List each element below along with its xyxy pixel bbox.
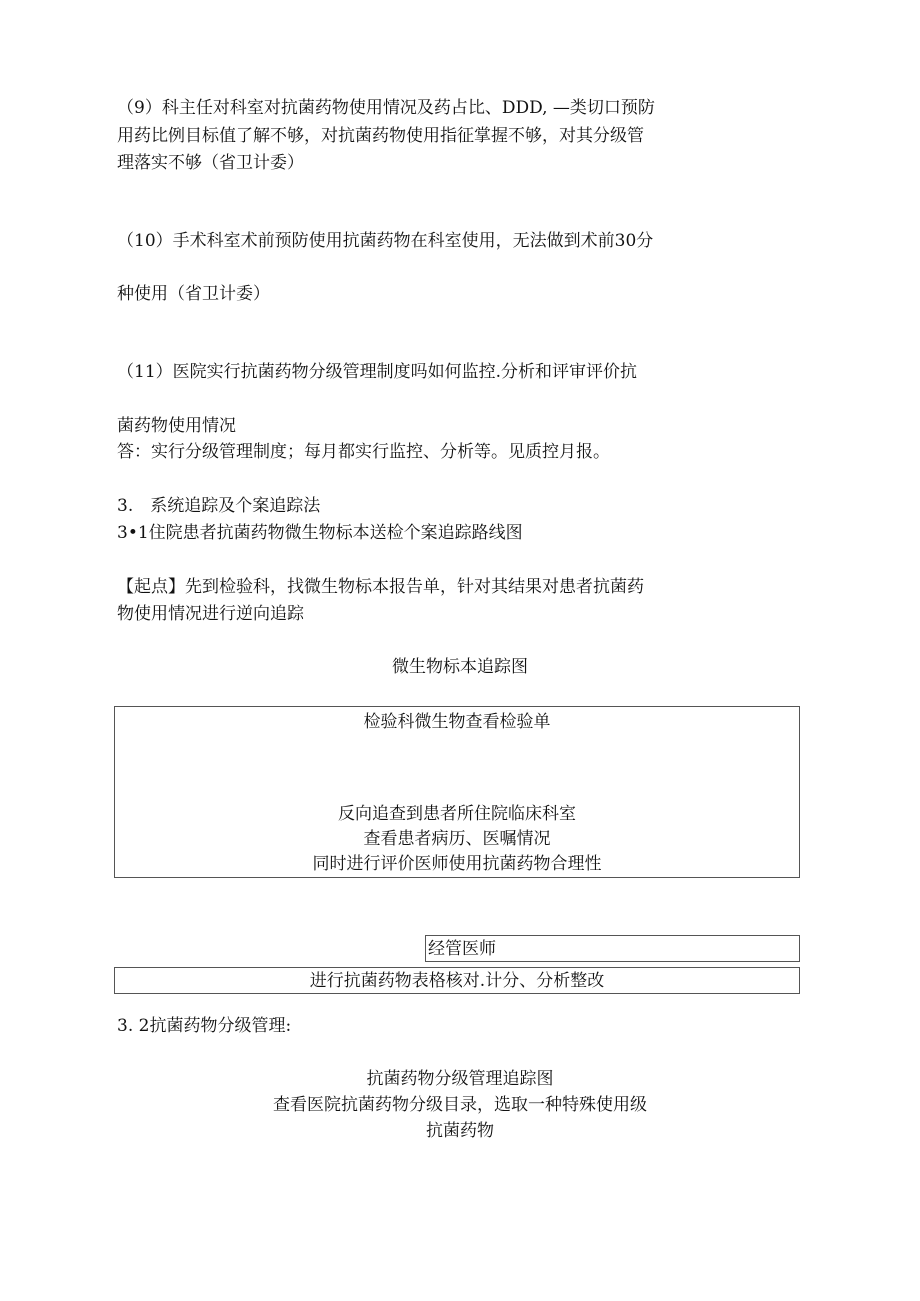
section32-heading: 3. 2抗菌药物分级管理: xyxy=(117,1016,292,1036)
section3-heading: 3. 系统追踪及个案追踪法 xyxy=(117,496,321,516)
item11-line1: （11）医院实行抗菌药物分级管理制度吗如何监控.分析和评审评价抗 xyxy=(117,362,638,382)
flow1-box3-label: 进行抗菌药物表格核对.计分、分析整改 xyxy=(309,971,605,991)
flow1-box1-line4: 同时进行评价医师使用抗菌药物合理性 xyxy=(312,854,602,874)
item11-answer: 答：实行分级管理制度；每月都实行监控、分析等。见质控月报。 xyxy=(117,442,610,462)
section3-subheading: 3•1住院患者抗菌药物微生物标本送检个案追踪路线图 xyxy=(117,523,523,543)
flow1-box-attending-doctor xyxy=(425,935,800,962)
item11-line2: 菌药物使用情况 xyxy=(117,416,236,436)
item9-line2: 用药比例目标值了解不够，对抗菌药物使用指征掌握不够，对其分级管 xyxy=(117,126,644,146)
start-point-line2: 物使用情况进行逆向追踪 xyxy=(117,604,304,624)
flow2-title: 抗菌药物分级管理追踪图 xyxy=(366,1069,554,1089)
flow1-title: 微生物标本追踪图 xyxy=(392,657,528,677)
flow2-line2: 抗菌药物 xyxy=(426,1121,494,1141)
flow1-box1-line2: 反向追查到患者所住院临床科室 xyxy=(338,804,576,824)
flow1-box2-label: 经管医师 xyxy=(428,939,496,959)
flow1-box1-line1: 检验科微生物查看检验单 xyxy=(363,712,551,732)
flow2-line1: 查看医院抗菌药物分级目录，选取一种特殊使用级 xyxy=(273,1095,647,1115)
start-point-line1: 【起点】先到检验科，找微生物标本报告单，针对其结果对患者抗菌药 xyxy=(117,577,644,597)
flow1-box-table-check xyxy=(114,967,800,994)
flow1-box-microbiology xyxy=(114,706,800,878)
item10-line1: （10）手术科室术前预防使用抗菌药物在科室使用，无法做到术前30分 xyxy=(117,231,654,251)
item10-line2: 种使用（省卫计委） xyxy=(117,284,270,304)
item9-line1: （9）科主任对科室对抗菌药物使用情况及药占比、DDD, —类切口预防 xyxy=(117,98,655,118)
item9-line3: 理落实不够（省卫计委） xyxy=(117,153,304,173)
flow1-box1-line3: 查看患者病历、医嘱情况 xyxy=(363,829,551,849)
